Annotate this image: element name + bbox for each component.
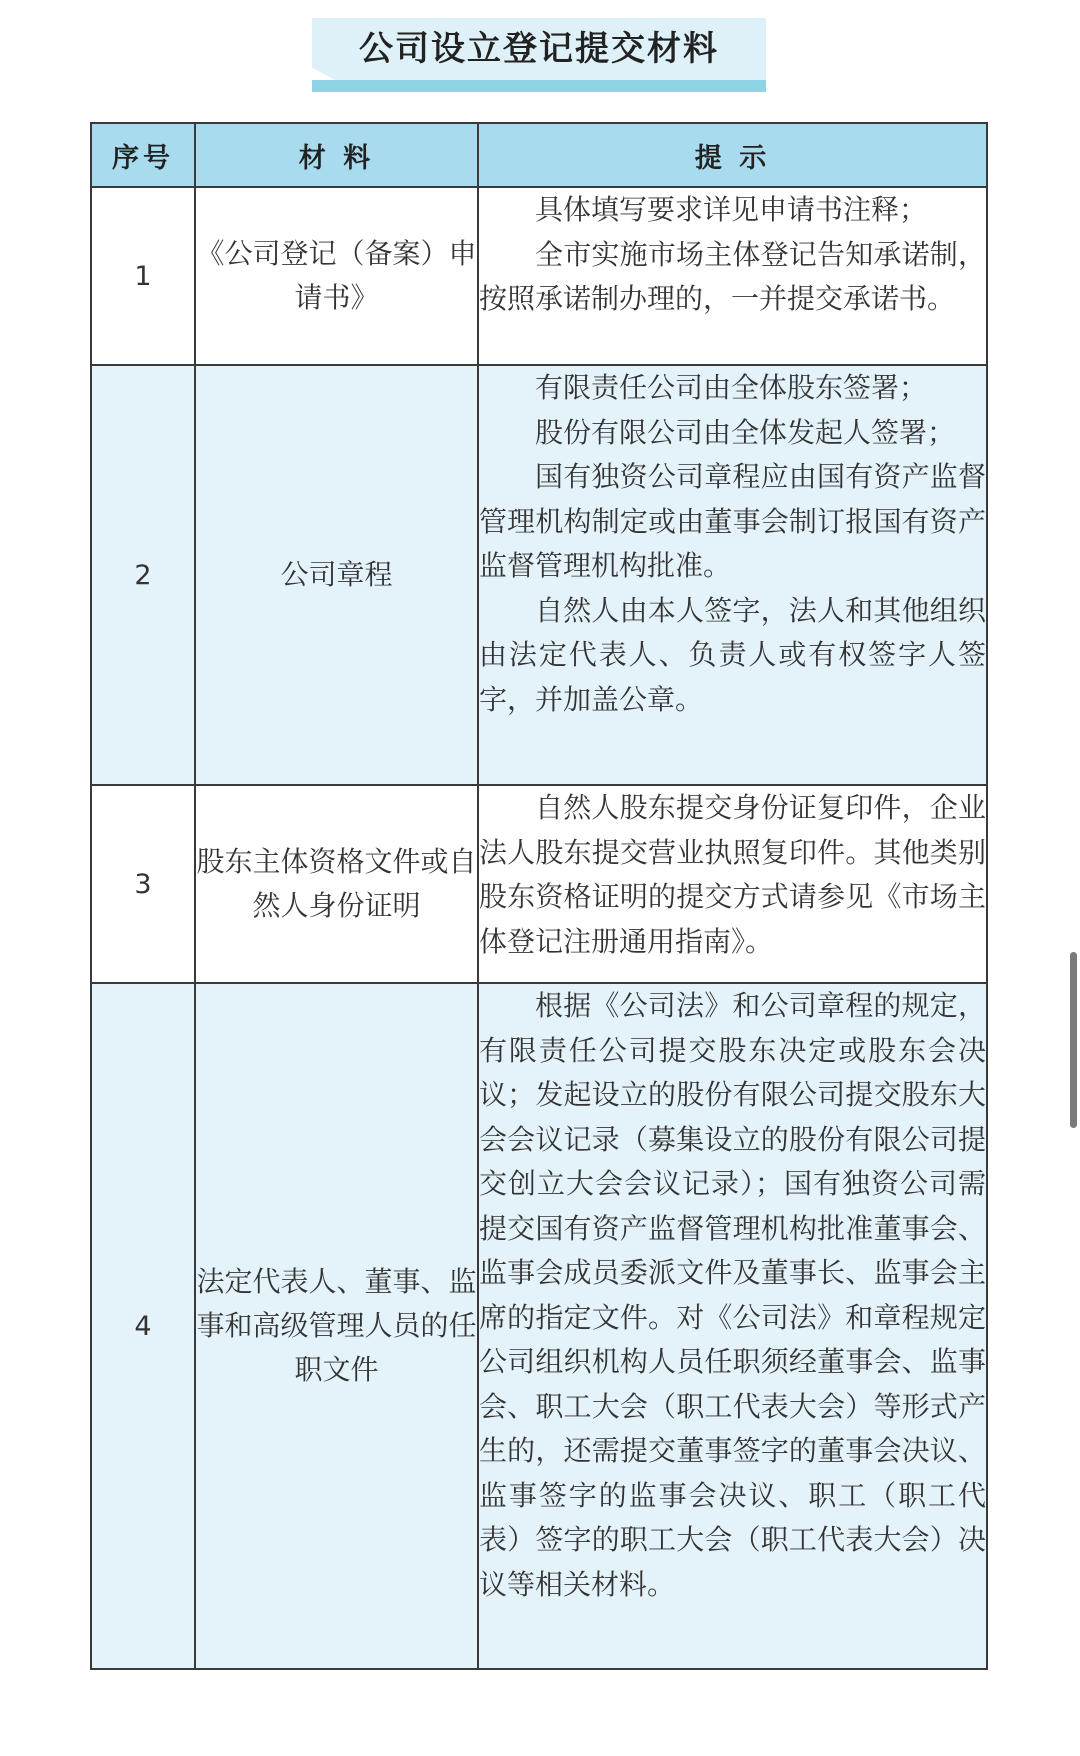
page-title: 公司设立登记提交材料 xyxy=(359,29,719,69)
row-number: 2 xyxy=(91,365,195,785)
row-number: 3 xyxy=(91,785,195,983)
title-underline-bar xyxy=(312,80,766,92)
row-tips xyxy=(478,983,987,1669)
tip-paragraph: 股份有限公司由全体发起人签署； xyxy=(535,415,956,449)
table-row xyxy=(91,983,987,1669)
table-header-row xyxy=(91,123,987,187)
tip-paragraph: 具体填写要求详见申请书注释； xyxy=(535,193,928,226)
tip-paragraph: 有限责任公司由全体股东签署； xyxy=(535,371,928,404)
tip-paragraph: 自然人股东提交身份证复印件，企业法人股东提交营业执照复印件。其他类别股东资格证明的提交方式请参见《市场主体登记注册通用指南》。 xyxy=(479,791,986,958)
header-tip: 提 示 xyxy=(478,123,987,187)
header-no: 序号 xyxy=(91,123,195,187)
row-number: 4 xyxy=(91,983,195,1669)
materials-table xyxy=(90,122,988,1670)
table-row xyxy=(91,187,987,365)
row-material: 法定代表人、董事、监事和高级管理人员的任职文件 xyxy=(195,983,478,1669)
tip-paragraph: 根据《公司法》和公司章程的规定，有限责任公司提交股东决定或股东会决议；发起设立的股份有限公司提交股东大会会议记录（募集设立的股份有限公司提交创立大会会议记录）；国有独资公司需提交国有资产监督管理机构批准董事会、监事会成员委派文件及董事长、监事会主席的指定文件。对《公司法》和章程规定公司组织机构人员任职须经董事会、监事会、职工大会（职工代表大会）等形式产生的，还需提交董事签字的董事会决议、监事签字的监事会决议、职工（职工代表）签字的职工大会（职工代表大会）决议等相关材料。 xyxy=(479,989,986,1601)
row-material: 公司章程 xyxy=(195,365,478,785)
row-number: 1 xyxy=(91,187,195,365)
row-material: 股东主体资格文件或自然人身份证明 xyxy=(195,785,478,983)
table-row xyxy=(91,785,987,983)
table-row xyxy=(91,365,987,785)
row-tips xyxy=(478,365,987,785)
row-tips xyxy=(478,187,987,365)
tip-paragraph: 全市实施市场主体登记告知承诺制，按照承诺制办理的，一并提交承诺书。 xyxy=(479,237,986,315)
row-tips xyxy=(478,785,987,983)
row-material: 《公司登记（备案）申请书》 xyxy=(195,187,478,365)
title-banner xyxy=(312,18,766,92)
tip-paragraph: 自然人由本人签字，法人和其他组织由法定代表人、负责人或有权签字人签字，并加盖公章。 xyxy=(479,593,986,716)
vertical-scrollbar[interactable] xyxy=(1070,952,1077,1128)
header-material: 材 料 xyxy=(195,123,478,187)
tip-paragraph: 国有独资公司章程应由国有资产监督管理机构制定或由董事会制订报国有资产监督管理机构批准。 xyxy=(479,460,986,582)
